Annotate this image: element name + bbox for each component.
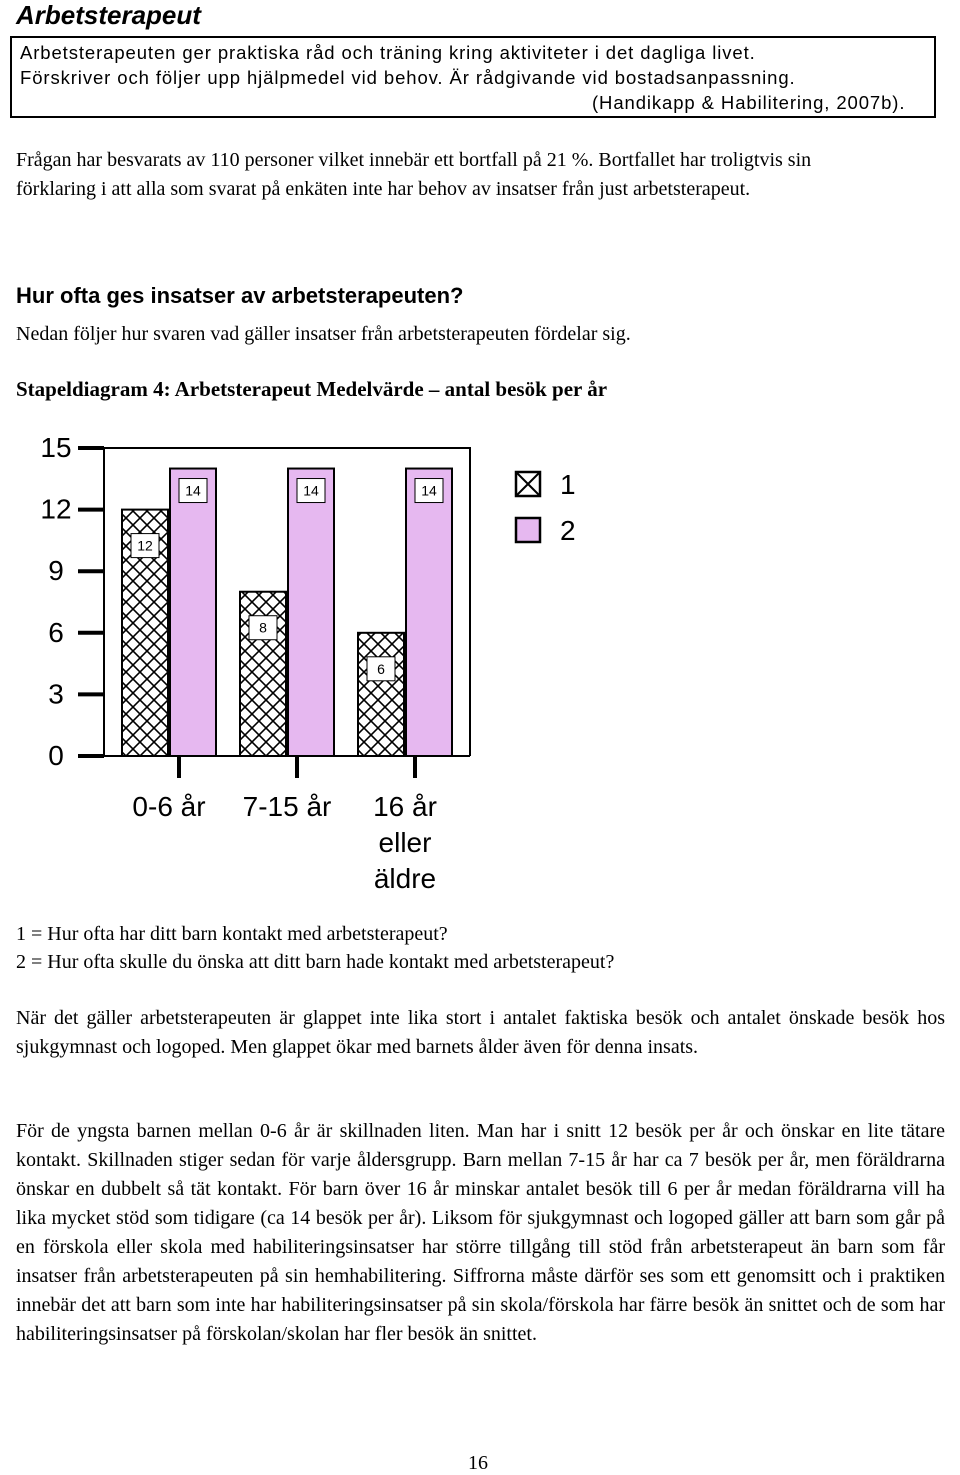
section-lead: Nedan följer hur svaren vad gäller insatser från arbetsterapeuten fördelar sig. xyxy=(16,323,631,345)
body-paragraph-2: För de yngsta barnen mellan 0-6 år är skillnaden liten. Man har i snitt 12 besök per år och önskar en lite tätare kontakt. Skillnaden stiger sedan för varje åldersgrupp. Barn mellan 7-15 år har ca 7 besök per år, men föräldrarna önskar en dubbelt så tät kontakt. För barn över 16 år minskar antalet besök till 6 per år medan föräldrarna vill ha lika mycket stöd som tidigare (ca 14 besök per år). Liksom för sjukgymnast och logoped gäller att barn som går på en förskola eller skola med habiliteringsinsatser har större tillgång till stöd från arbetsterapeut än barn som får insatser från arbetsterapeuten på sin hemhabilitering. Siffrorna måste därför ses som ett genomsitt och i praktiken innebär det att barn som inte har habiliteringsinsatser på sin skola/förskola har färre besök än snittet och de som har habiliteringsinsatser på förskolan/skolan har fler besök än snittet. xyxy=(16,1120,945,1345)
data-label: 14 xyxy=(303,482,319,499)
data-label: 6 xyxy=(377,660,385,677)
data-label: 14 xyxy=(185,482,201,499)
bar-chart xyxy=(0,420,960,900)
y-tick-label: 0 xyxy=(48,740,64,771)
y-tick-label: 9 xyxy=(48,555,64,587)
bar-series-1 xyxy=(358,633,404,756)
bar-series-2 xyxy=(170,469,216,756)
definition-reference: (Handikapp & Habilitering, 2007b). xyxy=(592,92,906,113)
y-tick-label: 3 xyxy=(48,678,64,710)
bar-series-2 xyxy=(406,469,452,756)
data-label: 14 xyxy=(421,482,437,499)
definition-line-2: Förskriver och följer upp hjälpmedel vid behov. Är rådgivande vid bostadsanpassning. xyxy=(20,67,796,88)
data-label: 8 xyxy=(259,619,267,636)
chart-caption: Stapeldiagram 4: Arbetsterapeut Medelvärde – antal besök per år xyxy=(16,377,608,401)
y-tick-label: 15 xyxy=(40,432,72,463)
x-tick-label: 16 år xyxy=(373,791,437,822)
legend-note-1: 1 = Hur ofta har ditt barn kontakt med arbetsterapeut? xyxy=(16,923,448,945)
x-tick-label: äldre xyxy=(373,863,437,894)
x-tick-label: 7-15 år xyxy=(242,791,332,822)
legend-note-2: 2 = Hur ofta skulle du önska att ditt barn hade kontakt med arbetsterapeut? xyxy=(16,951,615,973)
x-tick-label: 0-6 år xyxy=(132,791,206,822)
y-tick-label: 12 xyxy=(40,493,72,525)
definition-box xyxy=(10,36,936,118)
legend-swatch-2 xyxy=(516,518,540,542)
x-tick-label: eller xyxy=(378,827,432,858)
definition-line-1: Arbetsterapeuten ger praktiska råd och träning kring aktiviteter i det dagliga livet. xyxy=(20,42,756,63)
bar-series-2 xyxy=(288,469,334,756)
legend-label-1: 1 xyxy=(560,469,576,500)
body-paragraph-1: När det gäller arbetsterapeuten är glappet inte lika stort i antalet faktiska besök och antalet önskade besök hos sjukgymnast och logoped. Men glappet ökar med barnets ålder även för denna insats. xyxy=(16,1007,945,1058)
y-tick-label: 6 xyxy=(48,616,64,648)
intro-paragraph: Frågan har besvarats av 110 personer vilket innebär ett bortfall på 21 %. Bortfallet har troligtvis sin förklaring i att alla som svarat på enkäten inte har behov av insatser från just arbetsterapeut. xyxy=(16,149,812,200)
data-label: 12 xyxy=(137,537,153,554)
section-heading: Hur ofta ges insatser av arbetsterapeuten? xyxy=(16,283,464,308)
legend-label-2: 2 xyxy=(560,515,576,546)
page-title: Arbetsterapeut xyxy=(16,0,201,30)
page-number: 16 xyxy=(468,1452,488,1474)
